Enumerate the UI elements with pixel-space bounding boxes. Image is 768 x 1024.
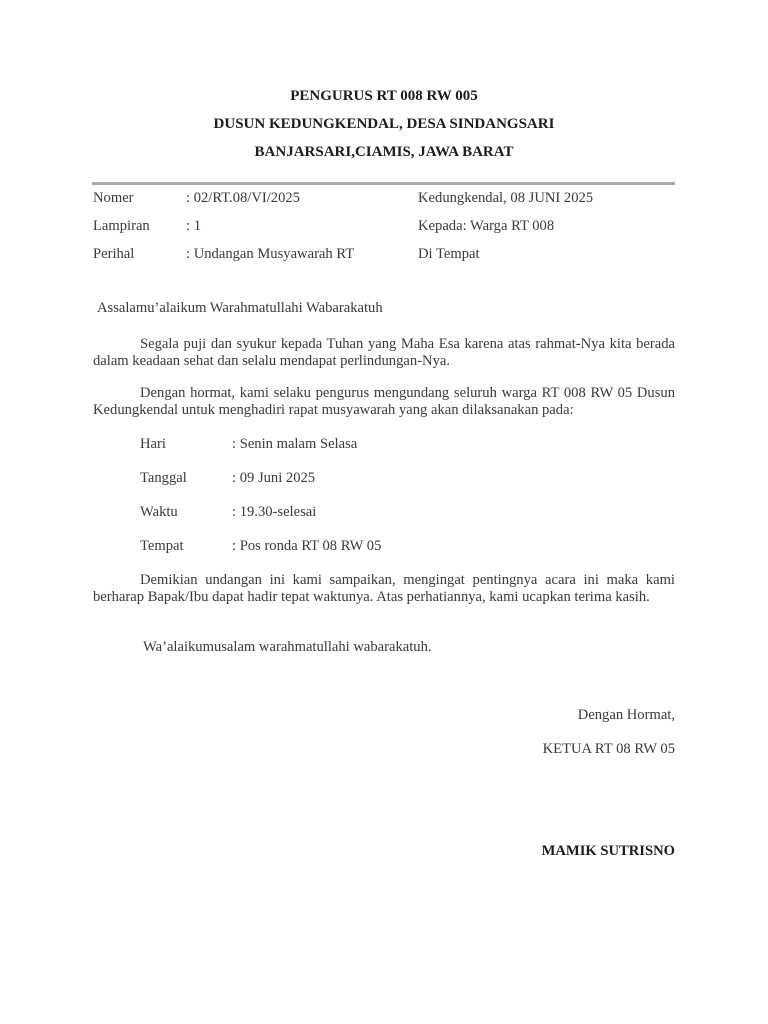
paragraph-2-text: Dengan hormat, kami selaku pengurus mengundang seluruh warga RT 008 RW 05 Dusun Kedungkendal untuk menghadiri rapat musyawarah yang akan dilaksanakan pada: bbox=[93, 385, 675, 418]
perihal-label: Perihal bbox=[93, 246, 135, 262]
paragraph-1-text: Segala puji dan syukur kepada Tuhan yang Maha Esa karena atas rahmat-Nya kita berada dalam keadaan sehat dan selalu mendapat perlindungan-Nya. bbox=[93, 336, 675, 369]
tanggal-label: Tanggal bbox=[140, 470, 187, 486]
paragraph-1 bbox=[93, 336, 675, 370]
nomer-label: Nomer bbox=[93, 190, 134, 206]
nomer-value: : 02/RT.08/VI/2025 bbox=[186, 190, 300, 206]
tempat-value: : Pos ronda RT 08 RW 05 bbox=[232, 538, 382, 554]
di-tempat: Di Tempat bbox=[418, 246, 480, 262]
letterhead-divider bbox=[92, 182, 675, 185]
signature-name: MAMIK SUTRISNO bbox=[541, 843, 675, 859]
signature-title: KETUA RT 08 RW 05 bbox=[542, 741, 675, 757]
signature-regards: Dengan Hormat, bbox=[577, 707, 675, 723]
paragraph-3-text: Demikian undangan ini kami sampaikan, mengingat pentingnya acara ini maka kami berharap Bapak/Ibu dapat hadir tepat waktunya. Atas perhatiannya, kami ucapkan terima kasih. bbox=[93, 572, 675, 605]
tanggal-value: : 09 Juni 2025 bbox=[232, 470, 316, 486]
closing-greeting: Wa’alaikumusalam warahmatullahi wabarakatuh. bbox=[143, 639, 432, 655]
recipient: Kepada: Warga RT 008 bbox=[418, 218, 555, 234]
lampiran-label: Lampiran bbox=[93, 218, 150, 234]
letterhead-line-3: BANJARSARI,CIAMIS, JAWA BARAT bbox=[254, 144, 514, 160]
paragraph-3 bbox=[93, 572, 675, 606]
paragraph-2 bbox=[93, 385, 675, 419]
tempat-label: Tempat bbox=[140, 538, 184, 554]
place-date: Kedungkendal, 08 JUNI 2025 bbox=[418, 190, 594, 206]
hari-label: Hari bbox=[140, 436, 166, 452]
opening-greeting: Assalamu’alaikum Warahmatullahi Wabarakatuh bbox=[97, 300, 383, 316]
waktu-value: : 19.30-selesai bbox=[232, 504, 317, 520]
letterhead-line-2: DUSUN KEDUNGKENDAL, DESA SINDANGSARI bbox=[213, 116, 555, 132]
hari-value: : Senin malam Selasa bbox=[232, 436, 358, 452]
waktu-label: Waktu bbox=[140, 504, 178, 520]
perihal-value: : Undangan Musyawarah RT bbox=[186, 246, 355, 262]
letterhead-line-1: PENGURUS RT 008 RW 005 bbox=[290, 88, 478, 104]
lampiran-value: : 1 bbox=[186, 218, 201, 234]
